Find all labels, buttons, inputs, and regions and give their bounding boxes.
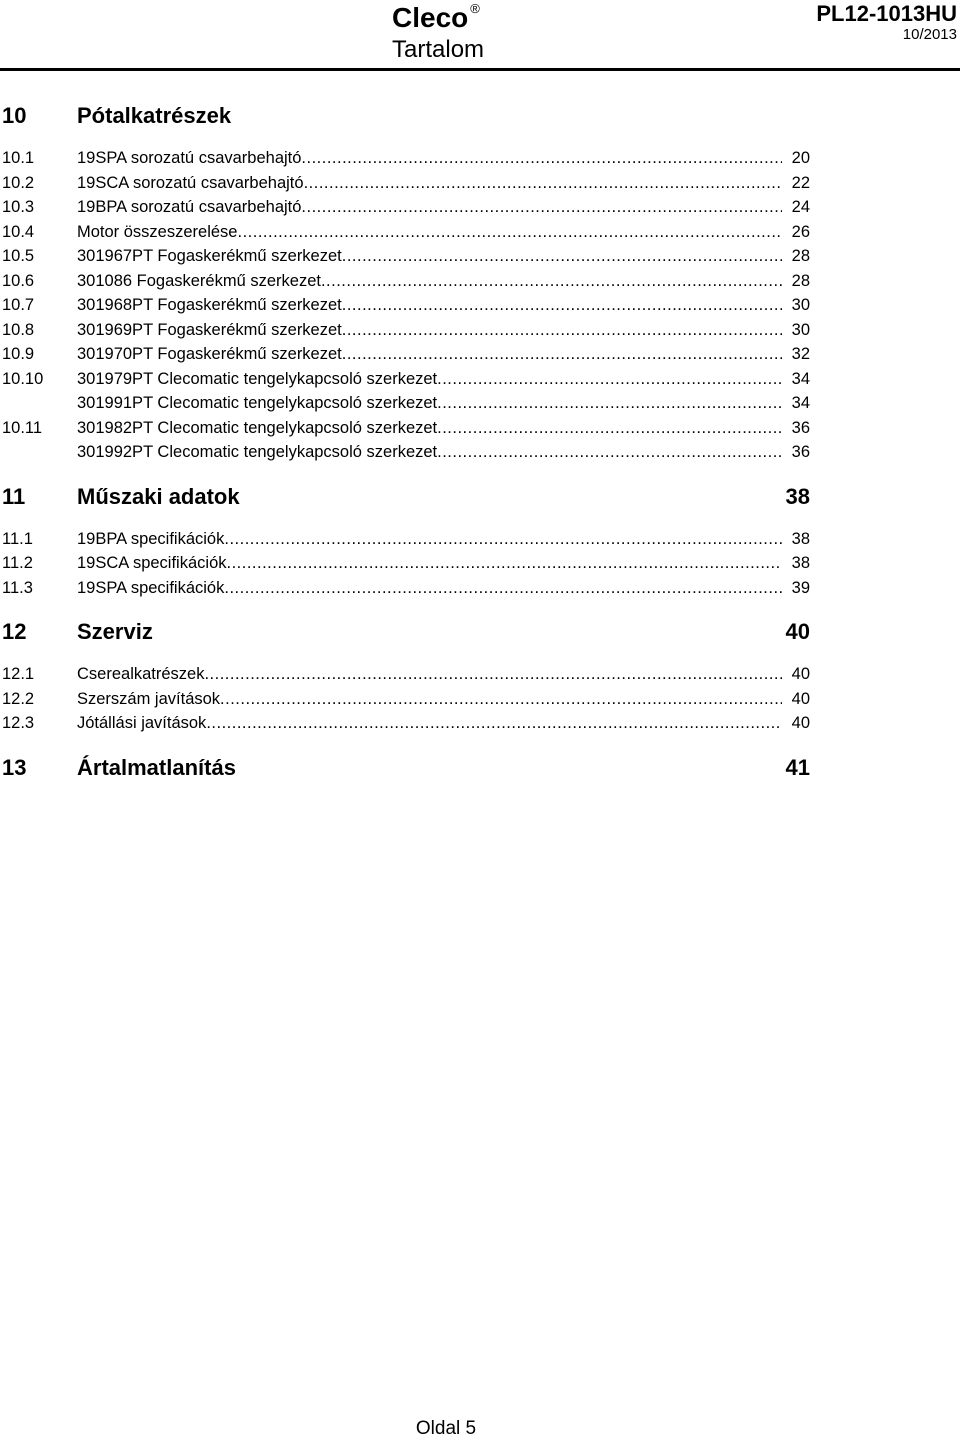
chapter-page: 40 — [785, 619, 810, 644]
toc-chapter-12[interactable] — [0, 616, 820, 648]
dot-leader — [342, 318, 782, 343]
toc-entry[interactable] — [0, 220, 820, 245]
entry-title: 301979PT Clecomatic tengelykapcsoló szerkezet — [77, 369, 438, 388]
dot-leader — [301, 195, 782, 220]
brand-name: Cleco — [392, 2, 469, 33]
entry-number: 10.4 — [2, 222, 35, 241]
entry-title: 19BPA specifikációk — [77, 529, 225, 548]
entry-page: 24 — [791, 198, 810, 216]
entry-number: 11.3 — [2, 578, 33, 597]
entry-page: 26 — [791, 222, 810, 241]
dot-leader — [220, 687, 782, 712]
toc-chapter-13[interactable] — [0, 752, 820, 784]
page-header — [0, 0, 960, 70]
entry-number: 12.1 — [2, 665, 35, 683]
toc-entry[interactable] — [0, 195, 820, 220]
entry-title: 301969PT Fogaskerékmű szerkezet — [77, 320, 342, 339]
entry-number: 10.7 — [2, 296, 35, 314]
chapter-title: Műszaki adatok — [77, 483, 240, 509]
entry-title: Szerszám javítások — [77, 689, 221, 708]
entry-number: 10.2 — [2, 173, 35, 192]
toc-entry[interactable] — [0, 318, 820, 343]
entry-title: 301991PT Clecomatic tengelykapcsoló szerkezet — [77, 394, 438, 412]
entry-page: 32 — [791, 345, 810, 363]
entry-title: 301992PT Clecomatic tengelykapcsoló szerkezet — [77, 443, 438, 461]
entry-page: 39 — [791, 578, 810, 597]
entry-number: 12.3 — [2, 714, 35, 732]
dot-leader — [437, 416, 782, 441]
toc-entry[interactable] — [0, 551, 820, 576]
chapter-title: Pótalkatrészek — [77, 103, 232, 128]
entry-page: 34 — [791, 369, 810, 388]
toc-entry[interactable] — [0, 662, 820, 687]
entry-title: 19SCA specifikációk — [77, 554, 227, 572]
dot-leader — [206, 711, 782, 736]
entry-title: 19SPA specifikációk — [77, 578, 225, 597]
entry-page: 40 — [791, 689, 810, 708]
section-subtitle: Tartalom — [392, 36, 485, 63]
registered-mark: ® — [470, 0, 480, 16]
chapter-page: 41 — [785, 754, 810, 780]
toc-entry[interactable] — [0, 711, 820, 736]
toc-entry[interactable] — [0, 146, 820, 171]
table-of-contents — [0, 100, 820, 784]
toc-chapter-11[interactable] — [0, 481, 820, 513]
entry-page: 36 — [791, 418, 810, 437]
toc-entry[interactable] — [0, 293, 820, 318]
entry-title: 301086 Fogaskerékmű szerkezet — [77, 271, 321, 290]
entry-title: 19SCA sorozatú csavarbehajtó — [77, 173, 304, 192]
header-divider — [0, 68, 960, 71]
spacer — [0, 648, 820, 662]
toc-entry[interactable] — [0, 416, 820, 441]
chapter-number: 11 — [2, 483, 26, 509]
entry-number: 10.5 — [2, 247, 35, 265]
dot-leader — [237, 220, 782, 245]
chapter-number: 13 — [2, 754, 27, 780]
entry-title: 301968PT Fogaskerékmű szerkezet — [77, 296, 342, 314]
entry-page: 20 — [791, 149, 810, 167]
document-date: 10/2013 — [902, 26, 957, 43]
entry-title: 301967PT Fogaskerékmű szerkezet — [77, 247, 342, 265]
toc-entry[interactable] — [0, 576, 820, 601]
entry-number: 10.11 — [2, 418, 43, 437]
toc-entry[interactable] — [0, 391, 820, 416]
page-number: Oldal 5 — [415, 1418, 477, 1439]
entry-title: 301982PT Clecomatic tengelykapcsoló szerkezet — [77, 418, 438, 437]
dot-leader — [437, 391, 782, 416]
spacer — [0, 132, 820, 146]
dot-leader — [342, 342, 782, 367]
dot-leader — [224, 527, 782, 552]
toc-entry[interactable] — [0, 269, 820, 294]
spacer — [0, 513, 820, 527]
entry-page: 38 — [791, 529, 810, 548]
chapter-title: Ártalmatlanítás — [77, 754, 236, 780]
dot-leader — [342, 293, 782, 318]
dot-leader — [437, 440, 782, 465]
entry-number: 10.9 — [2, 345, 35, 363]
dot-leader — [204, 662, 782, 687]
toc-entry[interactable] — [0, 527, 820, 552]
chapter-title: Szerviz — [77, 619, 153, 644]
entry-page: 40 — [791, 714, 810, 732]
dot-leader — [321, 269, 782, 294]
dot-leader — [437, 367, 782, 392]
dot-leader — [342, 244, 782, 269]
entry-page: 22 — [791, 173, 810, 192]
entry-number: 10.1 — [2, 149, 35, 167]
document-id: PL12-1013HU — [816, 1, 957, 26]
spacer — [0, 465, 820, 481]
entry-number: 12.2 — [2, 689, 35, 708]
dot-leader — [301, 146, 782, 171]
entry-title: Cserealkatrészek — [77, 665, 205, 683]
entry-page: 40 — [791, 665, 810, 683]
entry-title: Jótállási javítások — [77, 714, 207, 732]
entry-number: 10.3 — [2, 198, 35, 216]
entry-page: 30 — [791, 320, 810, 339]
brand-logo — [392, 2, 480, 34]
entry-title: 301970PT Fogaskerékmű szerkezet — [77, 345, 342, 363]
dot-leader — [224, 576, 782, 601]
spacer — [0, 600, 820, 616]
chapter-page: 38 — [785, 483, 810, 509]
toc-entry[interactable] — [0, 440, 820, 465]
toc-chapter-10[interactable] — [0, 100, 820, 132]
toc-entry[interactable] — [0, 244, 820, 269]
chapter-number: 12 — [2, 619, 27, 644]
entry-number: 10.6 — [2, 271, 35, 290]
entry-page: 30 — [791, 296, 810, 314]
entry-page: 36 — [791, 443, 810, 461]
toc-entry[interactable] — [0, 687, 820, 712]
entry-number: 11.1 — [2, 529, 33, 548]
entry-page: 28 — [791, 271, 810, 290]
entry-title: Motor összeszerelése — [77, 222, 238, 241]
entry-page: 28 — [791, 247, 810, 265]
toc-entry[interactable] — [0, 367, 820, 392]
entry-title: 19BPA sorozatú csavarbehajtó — [77, 198, 302, 216]
entry-title: 19SPA sorozatú csavarbehajtó — [77, 149, 302, 167]
entry-number: 10.8 — [2, 320, 35, 339]
entry-number: 11.2 — [2, 554, 33, 572]
entry-number: 10.10 — [2, 369, 44, 388]
spacer — [0, 736, 820, 752]
entry-page: 34 — [791, 394, 810, 412]
dot-leader — [227, 551, 783, 576]
toc-entry[interactable] — [0, 171, 820, 196]
dot-leader — [304, 171, 782, 196]
chapter-number: 10 — [2, 103, 27, 128]
entry-page: 38 — [791, 554, 810, 572]
toc-entry[interactable] — [0, 342, 820, 367]
